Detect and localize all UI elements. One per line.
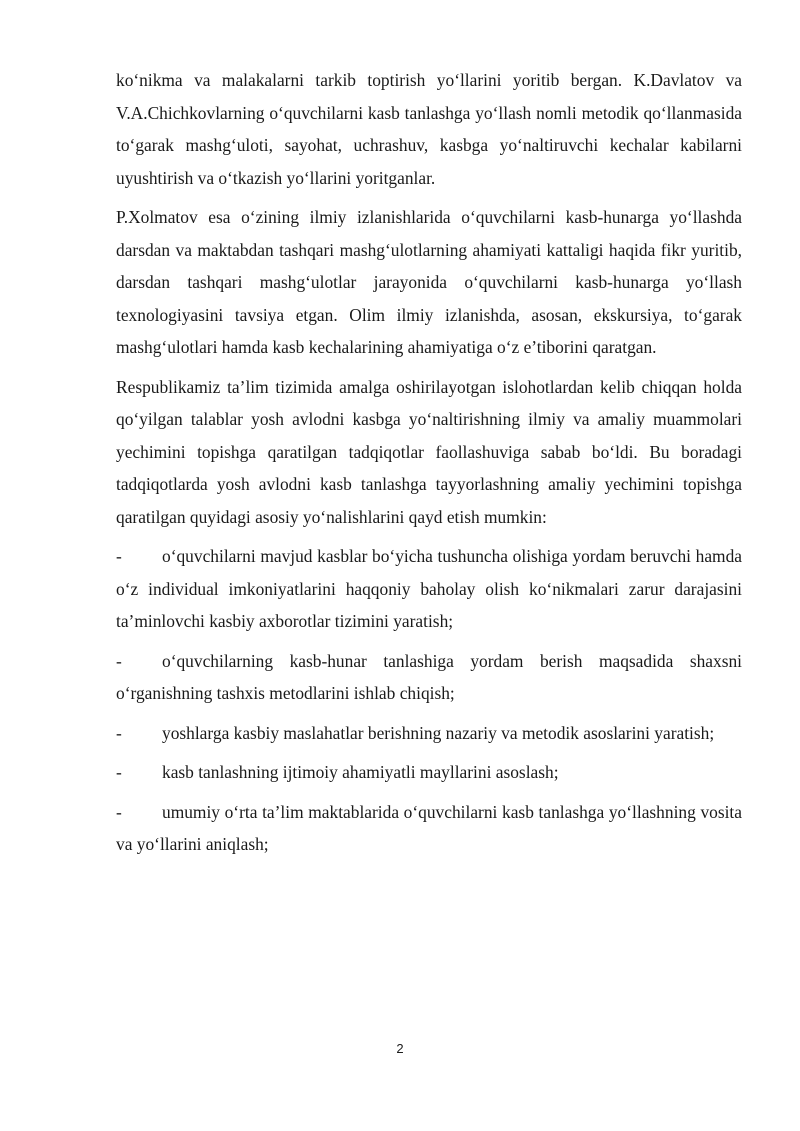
paragraph-2: P.Xolmatov esa o‘zining ilmiy izlanishlarida o‘quvchilarni kasb-hunarga yo‘llashda darsdan va maktabdan tashqari mashg‘ulotlarning ahamiyati kattaligi haqida fikr yuritib, darsdan tashqari mashg‘ulotlar jarayonida o‘quvchilarni kasb-hunarga yo‘llash texnologiyasini tavsiya etgan. Olim ilmiy izlanishda, asosan, ekskursiya, to‘garak mashg‘ulotlari hamda kasb kechalarining ahamiyatiga o‘z e’tiborini qaratgan.: [116, 207, 742, 357]
paragraph-1: ko‘nikma va malakalarni tarkib toptirish yo‘llarini yoritib bergan. K.Davlatov va V.A.Chichkovlarning o‘quvchilarni kasb tanlashga yo‘llash nomli metodik qo‘llanmasida to‘garak mashg‘uloti, sayohat, uchrashuv, kasbga yo‘naltiruvchi kechalar kabilarni uyushtirish va o‘tkazish yo‘llarini yoritganlar.: [116, 70, 742, 188]
list-item: [116, 796, 742, 861]
list-item-text: o‘quvchilarni mavjud kasblar bo‘yicha tushuncha olishiga yordam beruvchi hamda o‘z individual imkoniyatlarini haqqoniy baholay olish ko‘nikmalari zarur darajasini ta’minlovchi kasbiy axborotlar tizimini yaratish;: [116, 546, 742, 631]
list-item: [116, 645, 742, 710]
page-number: 2: [396, 1041, 404, 1056]
list-item: [116, 717, 742, 750]
list-bullet: -: [116, 546, 122, 566]
document-page: [116, 64, 742, 868]
list-item-text: o‘quvchilarning kasb-hunar tanlashiga yordam berish maqsadida shaxsni o‘rganishning tashxis metodlarini ishlab chiqish;: [116, 650, 742, 703]
list-item-text: kasb tanlashning ijtimoiy ahamiyatli mayllarini asoslash;: [162, 762, 559, 782]
list-bullet: -: [116, 722, 122, 743]
list-item-text: yoshlarga kasbiy maslahatlar berishning nazariy va metodik asoslarini yaratish;: [162, 722, 715, 743]
list-bullet: -: [116, 801, 122, 822]
list-item-text: umumiy o‘rta ta’lim maktablarida o‘quvchilarni kasb tanlashga yo‘llashning vosita va yo‘llarini aniqlash;: [116, 801, 742, 854]
list-bullet: -: [116, 650, 122, 671]
list-item: [116, 756, 742, 789]
list-item: [116, 540, 742, 638]
list-bullet: -: [116, 762, 122, 782]
paragraph-3: Respublikamiz ta’lim tizimida amalga oshirilayotgan islohotlardan kelib chiqqan holda qo‘yilgan talablar yosh avlodni kasbga yo‘naltirishning ilmiy va amaliy muammolari yechimini topishga qaratilgan tadqiqotlar faollashuviga sabab bo‘ldi. Bu boradagi tadqiqotlarda yosh avlodni kasb tanlashga tayyorlashning amaliy yechimini topishga qaratilgan quyidagi asosiy yo‘nalishlarini qayd etish mumkin:: [116, 376, 742, 527]
